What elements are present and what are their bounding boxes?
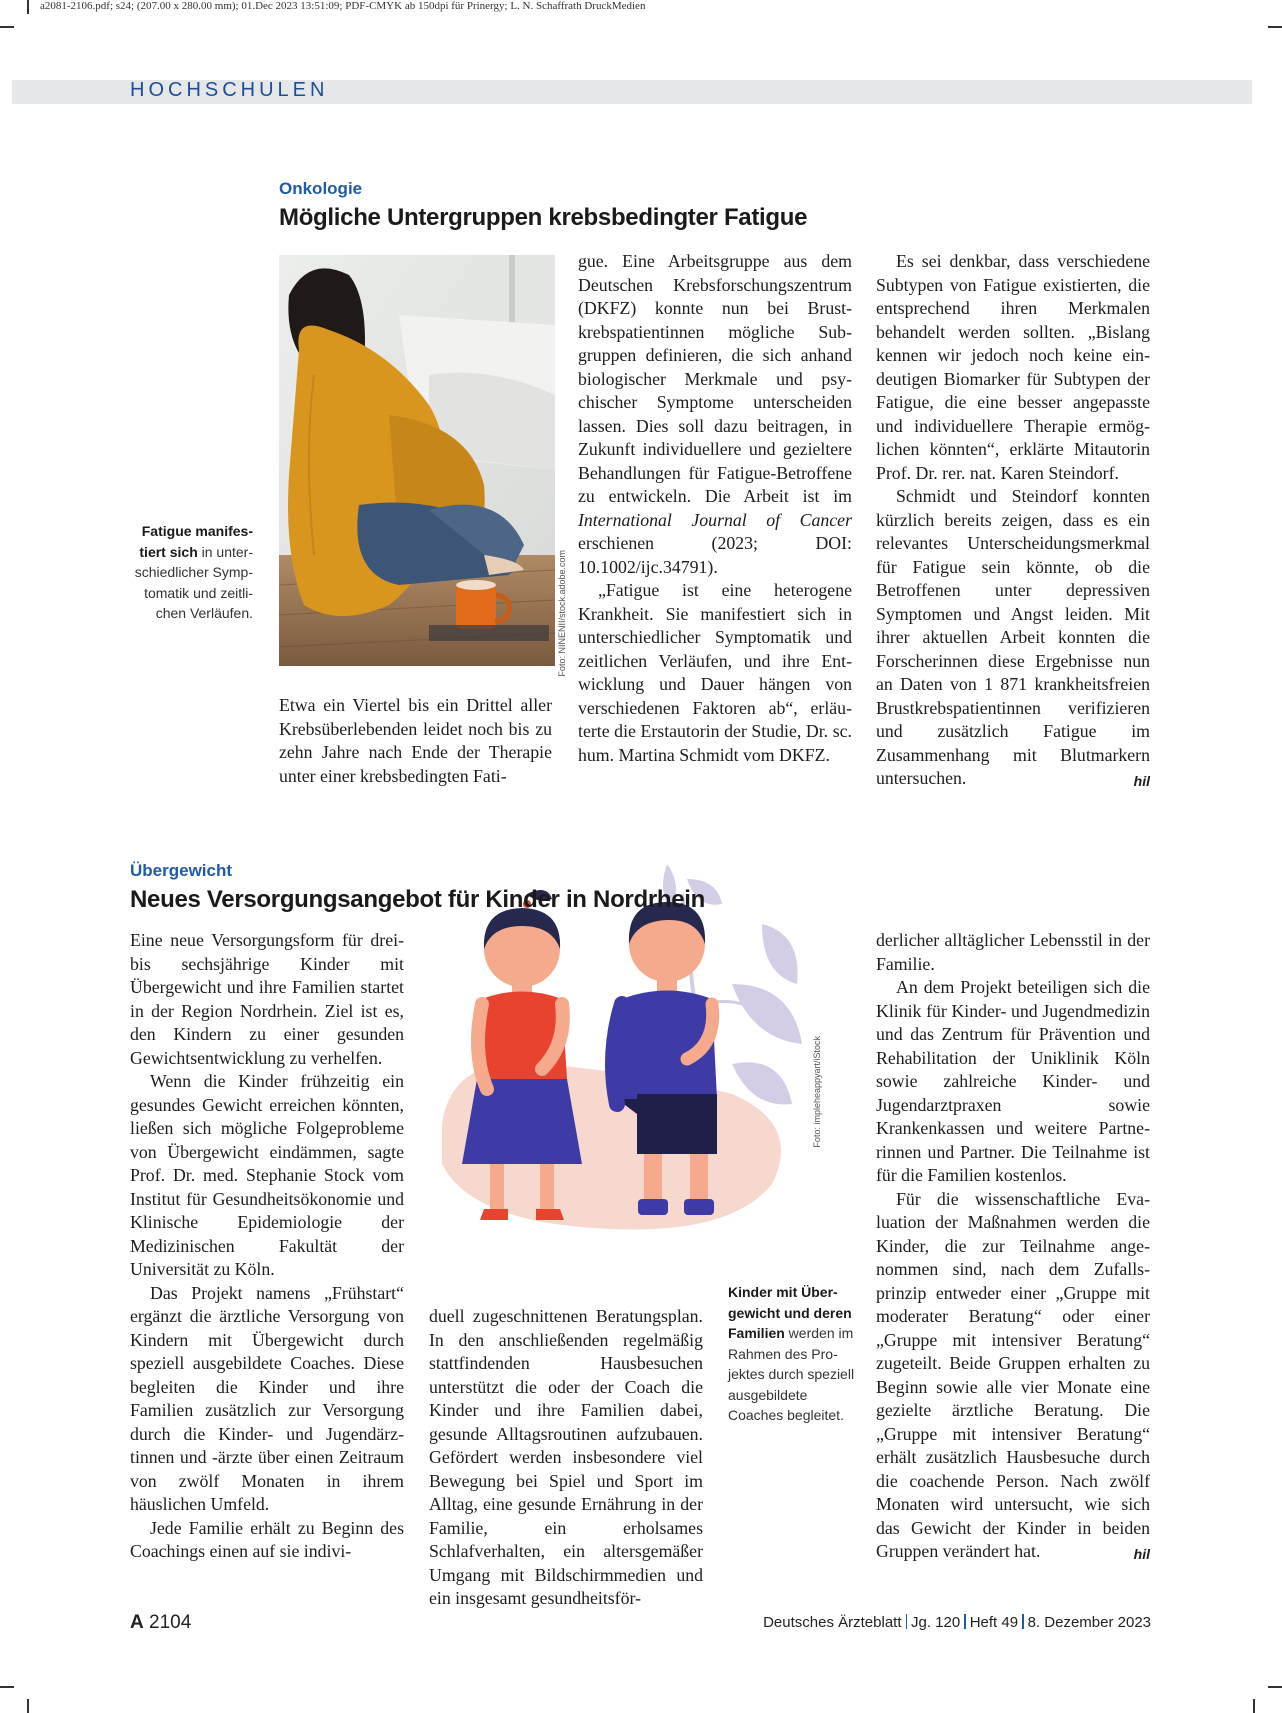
separator bbox=[906, 1614, 908, 1629]
paragraph: Wenn die Kinder frühzeitig ein gesundes Gewicht erreichen könnten, ließen sich mögliche Folgeprobleme von Übergewicht eindämmen, sagte Prof. Dr. med. Stephanie Stock vom Institut für Gesundheitsökonomie und Klinische Epidemiologie der Medizinischen Fakultät der Universität zu Köln. bbox=[130, 1071, 404, 1279]
article1-title: Mögliche Untergruppen krebsbedingter Fatigue bbox=[279, 204, 808, 231]
article2-column-3 bbox=[876, 929, 1150, 1567]
caption-text: werden im Rahmen des Projektes durch speziell ausgebildete Coaches begleitet. bbox=[728, 1325, 855, 1423]
article1-column-1 bbox=[279, 694, 552, 788]
crop-mark bbox=[1268, 1686, 1282, 1688]
page-number bbox=[130, 1612, 191, 1634]
journal-footer bbox=[763, 1614, 1151, 1631]
article1-column-2 bbox=[578, 250, 852, 767]
article1-photo-credit: Foto: NINENII/stock.adobe.com bbox=[557, 550, 567, 677]
issue-date: 8. Dezember 2023 bbox=[1027, 1614, 1151, 1631]
article2-column-1 bbox=[130, 929, 404, 1564]
crop-mark bbox=[27, 0, 29, 14]
paragraph: derlicher alltäglicher Lebensstil in der Familie. bbox=[876, 930, 1150, 974]
paragraph: Jede Familie erhält zu Beginn des Coachings einen auf sie indivi- bbox=[130, 1517, 404, 1561]
article2-illustration bbox=[432, 864, 832, 1254]
separator bbox=[1022, 1614, 1024, 1629]
paragraph: Eine neue Versorgungsform für drei- bis sechsjährige Kinder mit Übergewicht und ihre Familien startet in der Region Nordrhein. Ziel ist es, den Kindern zu einer gesunden Gewichtsentwicklung zu verhelfen. bbox=[130, 930, 404, 1068]
article2-caption bbox=[728, 1282, 858, 1426]
paragraph: Es sei denkbar, dass verschiedene Subtypen von Fatigue existierten, die entsprechend ihren Merkmalen behandelt werden sollten. „Bislang kennen wir jedoch noch keine eindeutigen Biomarker für Subtypen der Fatigue, die eine besser angepasste und individuellere Therapie ermöglichen könnten“, erklärte Mitautorin Prof. Dr. rer. nat. Karen Steindorf. bbox=[876, 251, 1150, 483]
woman-with-mug-illustration bbox=[279, 255, 555, 666]
paragraph: „Fatigue ist eine heterogene Krankheit. Sie manifestiert sich in unterschiedlicher Symptomatik und zeitlichen Verläufen, und ihre Entwicklung und Dauer hängen von verschiedenen Faktoren ab“, erläuterte die Erstautorin der Studie, Dr. sc. hum. Martina Schmidt vom DKFZ. bbox=[578, 580, 852, 765]
crop-mark bbox=[27, 1699, 29, 1713]
author-signature: hil bbox=[1133, 1546, 1150, 1562]
paragraph: Das Projekt namens „Frühstart“ ergänzt die ärztliche Versorgung von Kindern mit Übergewicht durch speziell ausgebildete Coaches. Diese begleiten die Kinder und ihre Familien zusätzlich zur Versorgung durch die Kinder- und Jugendärztinnen und -ärzte über einen Zeitraum von zwölf Monaten in ihrem häuslichen Umfeld. bbox=[130, 1282, 404, 1514]
volume: Jg. 120 bbox=[911, 1614, 961, 1631]
paragraph-text: gue. Eine Arbeitsgruppe aus dem Deutschen Krebsforschungszentrum (DKFZ) konnte nun bei Brustkrebspatientinnen mögliche Subgruppen definieren, die sich anhand biologischer Merkmale und psychischer Symptome unterscheiden lassen. Dies soll dazu beitragen, in Zukunft individuellere und gezieltere Behandlungen für Fatigue-Betroffene zu entwickeln. Die Arbeit ist im bbox=[578, 251, 852, 506]
paragraph bbox=[876, 485, 1150, 791]
crop-mark bbox=[0, 26, 14, 28]
section-label: HOCHSCHULEN bbox=[130, 79, 329, 101]
caption-bold: Kinder mit Übergewicht und deren Familien bbox=[728, 1284, 852, 1341]
paragraph-text: erschienen (2023; DOI: 10.1002/ijc.34791). bbox=[578, 533, 852, 577]
page-letter: A bbox=[130, 1612, 144, 1633]
paragraph-text: Schmidt und Steindorf konnten kürzlich bereits zeigen, dass es ein relevantes Unterscheidungsmerkmal für Fatigue sein könnte, ob die Betroffenen unter depressiven Symptomen und Angst leiden. Mit ihrer aktuellen Arbeit konnten die Forscherinnen diese Ergebnisse nun an Daten von 1 871 krankheitsfreien Brustkrebspatientinnen verifizieren und zusätzlich Fatigue im Zusammenhang mit Blutmarkern untersuchen. bbox=[876, 486, 1150, 788]
crop-mark bbox=[0, 1686, 14, 1688]
print-meta-line: a2081-2106.pdf; s24; (207.00 x 280.00 mm); 01.Dec 2023 13:51:09; PDF-CMYK ab 150dpi für Prinergy; L. N. Schaffrath DruckMedien bbox=[40, 0, 646, 12]
paragraph bbox=[578, 250, 852, 579]
article2-title: Neues Versorgungsangebot für Kinder in Nordrhein bbox=[130, 886, 706, 913]
paragraph: An dem Projekt beteiligen sich die Klinik für Kinder- und Jugendmedizin und das Zentrum für Prävention und Rehabilitation der Uniklinik Köln sowie zahlreiche Kinder- und Jugendarztpraxen sowie Krankenkassen und weitere Partnerinnen und Partner. Die Teilnahme ist für die Familien kostenlos. bbox=[876, 977, 1150, 1185]
journal-name: International Journal of Cancer bbox=[578, 509, 852, 530]
article2-kicker: Übergewicht bbox=[130, 861, 233, 880]
article1-photo bbox=[279, 255, 555, 666]
page-number-value: 2104 bbox=[149, 1612, 192, 1633]
crop-mark bbox=[1268, 26, 1282, 28]
caption-text: in unter- schiedlicher Symp- tomatik und zeitli- chen Verläufen. bbox=[134, 543, 253, 621]
author-signature: hil bbox=[1133, 773, 1150, 789]
article1-kicker: Onkologie bbox=[279, 179, 363, 198]
article1-caption bbox=[128, 521, 253, 624]
paragraph: Etwa ein Viertel bis ein Drittel aller Krebsüberlebenden leidet noch bis zu zehn Jahre nach Ende der Therapie unter einer krebsbedingten Fati- bbox=[279, 695, 552, 786]
separator bbox=[964, 1614, 966, 1629]
crop-mark bbox=[1253, 1699, 1255, 1713]
paragraph: duell zugeschnittenen Beratungsplan. In den anschließenden regelmäßig stattfindenden Hausbesuchen unterstützt die oder der Coach die Kinder und ihre Familien dabei, gesunde Alltagsroutinen aufzubauen. Gefördert werden insbesondere viel Bewegung bei Spiel und Sport im Alltag, eine gesunde Ernährung in der Familie, ein erholsames Schlafverhalten, ein altersgemäßer Umgang mit Bildschirmmedien und ein insgesamt gesundheitsför- bbox=[429, 1306, 703, 1608]
article2-column-2 bbox=[429, 1305, 703, 1611]
article1-column-3 bbox=[876, 250, 1150, 794]
children-illustration bbox=[432, 864, 832, 1254]
issue: Heft 49 bbox=[969, 1614, 1019, 1631]
article2-illustration-credit: Foto: impleheappyart/iStock bbox=[812, 1036, 822, 1148]
paragraph bbox=[876, 1188, 1150, 1564]
journal-name: Deutsches Ärzteblatt bbox=[763, 1614, 902, 1631]
paragraph-text: Für die wissenschaftliche Evaluation der Maßnahmen werden die Kinder, die zur Teilnahme angenommen sind, nach dem Zufallsprinzip entweder einer „Gruppe mit moderater Beratung“ oder einer „Gruppe mit intensiver Beratung“ zugeteilt. Beide Gruppen erhalten zu Beginn sowie alle vier Monate eine gezielte ärztliche Beratung. Die „Gruppe mit intensiver Beratung“ erhält zusätzlich Hausbesuche durch die coachende Person. Nach zwölf Monaten wird untersucht, wie sich das Gewicht der Kinder in beiden Gruppen verändert hat. bbox=[876, 1188, 1150, 1561]
caption-bold: Fatigue manifes- tiert sich bbox=[139, 523, 253, 560]
